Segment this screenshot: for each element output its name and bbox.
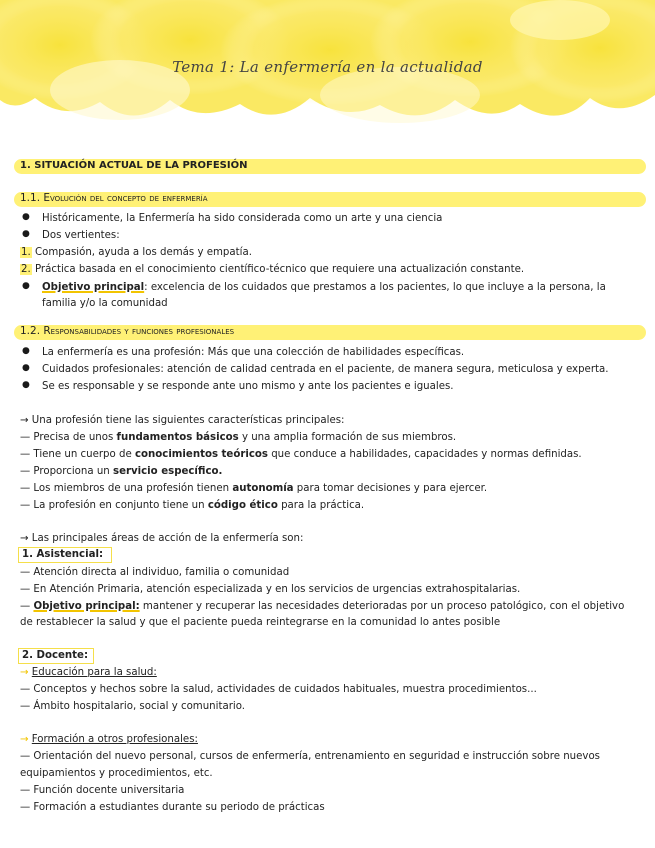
list-item: Se es responsable y se responde ante uno mismo y ante los pacientes e iguales.: [42, 381, 454, 392]
list-item: La enfermería es una profesión: Más que una colección de habilidades específicas.: [42, 347, 465, 358]
text: mantener y recuperar las necesidades deterioradas por un proceso patológico, con el objetivo: [139, 601, 625, 612]
docente-line: — Ámbito hospitalario, social y comunitario.: [20, 701, 246, 712]
areas-intro: → Las principales áreas de acción de la enfermería son:: [20, 533, 304, 544]
characteristic-item: [20, 482, 487, 495]
formation-line: — Formación a estudiantes durante su periodo de prácticas: [20, 802, 325, 813]
number-marker: 2.: [21, 264, 31, 275]
text: para la práctica.: [277, 500, 365, 511]
bold-term: autonomía: [232, 483, 294, 494]
objective-label: Objetivo principal:: [33, 601, 140, 612]
section-heading-1: 1. SITUACIÓN ACTUAL DE LA PROFESIÓN: [20, 160, 248, 171]
numbered-item-text: Compasión, ayuda a los demás y empatía.: [31, 247, 252, 258]
subheading-line: [20, 666, 157, 679]
bold-term: código ético: [207, 500, 278, 511]
bullet-dot: ●: [22, 346, 30, 356]
text: — La profesión en conjunto tiene un: [20, 500, 208, 511]
objective-label: Objetivo principal: [42, 282, 145, 293]
list-item: Históricamente, la Enfermería ha sido considerada como un arte y una ciencia: [42, 213, 443, 224]
subheading-line: [20, 733, 198, 746]
area-heading-asistencial: 1. Asistencial:: [22, 549, 104, 560]
numbered-item-text: Práctica basada en el conocimiento científico-técnico que requiere una actualización constante.: [31, 264, 525, 275]
subheading-label: Educación para la salud:: [31, 667, 157, 678]
area-objective: [20, 600, 624, 613]
bullet-dot: ●: [22, 380, 30, 390]
characteristic-item: [20, 448, 582, 461]
arrow-icon: →: [20, 734, 29, 745]
objective-text: : excelencia de los cuidados que prestamos a los pacientes, lo que incluye a la persona, la: [144, 282, 606, 293]
area-line: — Atención directa al individuo, familia o comunidad: [20, 567, 290, 578]
subheading-label: Formación a otros profesionales:: [31, 734, 198, 745]
objective-line-cont: familia y/o la comunidad: [42, 298, 168, 309]
characteristic-item: [20, 431, 456, 444]
number-marker: 1.: [21, 247, 31, 258]
formation-line-cont: equipamientos y procedimientos, etc.: [20, 768, 213, 779]
text: — Proporciona un: [20, 466, 114, 477]
text: — Los miembros de una profesión tienen: [20, 483, 233, 494]
text: —: [20, 601, 34, 612]
section-heading-1-1: 1.1. Evolución del concepto de enfermería: [20, 192, 208, 204]
docente-line: — Conceptos y hechos sobre la salud, actividades de cuidados habituales, muestra procedimientos...: [20, 684, 537, 695]
text: para tomar decisiones y para ejercer.: [293, 483, 488, 494]
area-heading-docente: 2. Docente:: [22, 650, 89, 661]
list-item: Dos vertientes:: [42, 230, 120, 241]
text: — Tiene un cuerpo de: [20, 449, 135, 460]
formation-line: — Función docente universitaria: [20, 785, 185, 796]
bullet-dot: ●: [22, 281, 30, 291]
characteristics-intro: → Una profesión tiene las siguientes características principales:: [20, 415, 345, 426]
page-title: Tema 1: La enfermería en la actualidad: [172, 58, 483, 76]
characteristic-item: [20, 465, 222, 478]
list-item: Cuidados profesionales: atención de calidad centrada en el paciente, de manera segura, meticulosa y experta.: [42, 364, 609, 375]
text: y una amplia formación de sus miembros.: [238, 432, 457, 443]
area-objective-cont: de restablecer la salud y que el paciente pueda reintegrarse en la comunidad lo antes posible: [20, 617, 501, 628]
section-heading-1-2: 1.2. Responsabilidades y funciones profesionales: [20, 325, 235, 337]
text: que conduce a habilidades, capacidades y normas definidas.: [267, 449, 582, 460]
bold-term: fundamentos básicos: [116, 432, 239, 443]
numbered-item: [20, 246, 252, 259]
arrow-icon: →: [20, 667, 29, 678]
characteristic-item: [20, 499, 364, 512]
bold-term: servicio específico.: [113, 466, 223, 477]
text: — Precisa de unos: [20, 432, 117, 443]
bullet-dot: ●: [22, 363, 30, 373]
bold-term: conocimientos teóricos: [134, 449, 268, 460]
bullet-dot: ●: [22, 212, 30, 222]
objective-line: [42, 281, 606, 294]
area-line: — En Atención Primaria, atención especializada y en los servicios de urgencias extrahospitalarias.: [20, 584, 521, 595]
formation-line: — Orientación del nuevo personal, cursos de enfermería, entrenamiento en seguridad e instrucción sobre nuevos: [20, 751, 600, 762]
numbered-item: [20, 263, 524, 276]
bullet-dot: ●: [22, 229, 30, 239]
